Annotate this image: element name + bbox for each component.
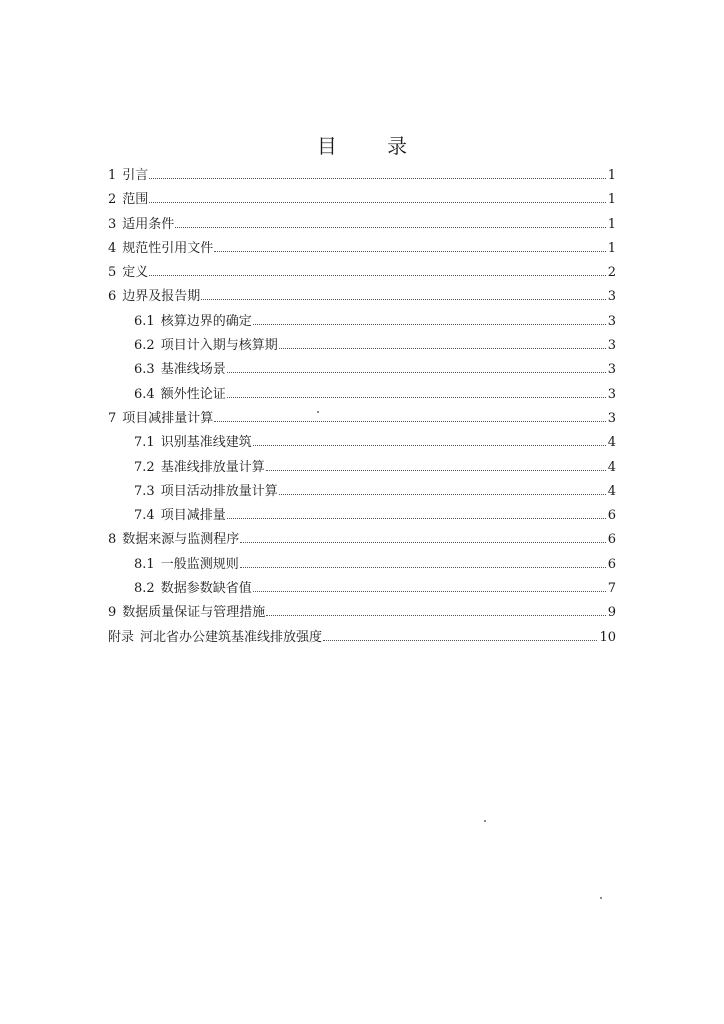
toc-entry-number: 7.4 bbox=[134, 508, 155, 524]
toc-entry bbox=[108, 383, 616, 407]
toc-entry-page: 4 bbox=[607, 435, 616, 451]
dot-leader bbox=[266, 470, 606, 471]
scan-speck bbox=[317, 411, 319, 413]
toc-entry bbox=[108, 626, 616, 650]
toc-entry-page: 7 bbox=[607, 581, 616, 597]
toc-entry-title: 边界及报告期 bbox=[122, 289, 201, 305]
toc-entry-title: 核算边界的确定 bbox=[160, 313, 252, 329]
toc-entry-page: 4 bbox=[607, 459, 616, 475]
dot-leader bbox=[227, 518, 606, 519]
toc-entry-number: 附录 bbox=[108, 629, 135, 645]
scan-speck bbox=[600, 897, 602, 899]
toc-entry-page: 1 bbox=[607, 240, 616, 256]
dot-leader bbox=[214, 421, 605, 422]
toc-entry-number: 8.1 bbox=[134, 556, 155, 572]
toc-entry-page: 3 bbox=[607, 313, 616, 329]
toc-entry bbox=[108, 261, 616, 285]
toc-entry-number: 6.4 bbox=[134, 386, 155, 402]
toc-entry-title: 额外性论证 bbox=[160, 386, 226, 402]
table-of-contents bbox=[108, 164, 616, 650]
toc-entry-title: 引言 bbox=[122, 168, 149, 183]
dot-leader bbox=[214, 251, 605, 252]
toc-entry-page: 3 bbox=[607, 410, 616, 426]
toc-entry-number: 6.1 bbox=[134, 313, 155, 329]
toc-entry bbox=[108, 577, 616, 601]
toc-entry-title: 数据来源与监测程序 bbox=[122, 532, 240, 548]
toc-entry-number: 7.1 bbox=[134, 435, 155, 451]
toc-entry bbox=[108, 237, 616, 261]
toc-entry-number: 8 bbox=[108, 532, 117, 548]
toc-entry bbox=[108, 528, 616, 552]
toc-entry-page: 6 bbox=[607, 508, 616, 524]
toc-entry bbox=[108, 188, 616, 212]
toc-entry bbox=[108, 456, 616, 480]
toc-entry-title: 范围 bbox=[122, 192, 149, 208]
toc-entry-page: 2 bbox=[607, 265, 616, 281]
toc-entry-title: 数据参数缺省值 bbox=[160, 581, 252, 597]
toc-entry-title: 一般监测规则 bbox=[160, 556, 239, 572]
dot-leader bbox=[253, 445, 606, 446]
toc-entry-page: 6 bbox=[607, 532, 616, 548]
toc-entry-number: 7 bbox=[108, 410, 117, 426]
scan-speck bbox=[484, 820, 486, 822]
toc-entry-page: 3 bbox=[607, 338, 616, 354]
dot-leader bbox=[227, 397, 606, 398]
toc-entry bbox=[108, 480, 616, 504]
toc-entry-page: 1 bbox=[607, 192, 616, 208]
toc-entry-title: 河北省办公建筑基准线排放强度 bbox=[140, 629, 323, 645]
toc-entry-number: 6 bbox=[108, 289, 117, 305]
dot-leader bbox=[149, 202, 605, 203]
toc-entry-page: 4 bbox=[607, 483, 616, 499]
toc-entry-title: 项目计入期与核算期 bbox=[160, 338, 278, 354]
toc-entry-number: 3 bbox=[108, 216, 117, 232]
toc-entry-title: 定义 bbox=[122, 265, 149, 281]
dot-leader bbox=[201, 299, 605, 300]
toc-entry-title: 项目活动排放量计算 bbox=[160, 483, 278, 499]
toc-entry-number: 2 bbox=[108, 192, 117, 208]
toc-entry-number: 7.3 bbox=[134, 483, 155, 499]
toc-entry-page: 3 bbox=[607, 386, 616, 402]
toc-entry-number: 4 bbox=[108, 240, 117, 256]
toc-entry-page: 1 bbox=[607, 168, 616, 183]
toc-entry bbox=[108, 334, 616, 358]
toc-entry-title: 数据质量保证与管理措施 bbox=[122, 605, 266, 621]
toc-entry-title: 规范性引用文件 bbox=[122, 240, 214, 256]
toc-entry-number: 5 bbox=[108, 265, 117, 281]
toc-entry bbox=[108, 213, 616, 237]
dot-leader bbox=[149, 275, 605, 276]
dot-leader bbox=[149, 178, 605, 179]
toc-entry-number: 6.3 bbox=[134, 362, 155, 378]
toc-entry-page: 9 bbox=[607, 605, 616, 621]
toc-entry-number: 7.2 bbox=[134, 459, 155, 475]
toc-entry-title: 识别基准线建筑 bbox=[160, 435, 252, 451]
toc-entry-page: 10 bbox=[599, 629, 616, 645]
toc-entry-number: 9 bbox=[108, 605, 117, 621]
toc-entry-page: 3 bbox=[607, 289, 616, 305]
toc-entry bbox=[108, 407, 616, 431]
toc-entry-title: 基准线场景 bbox=[160, 362, 226, 378]
toc-entry-title: 项目减排量计算 bbox=[122, 410, 214, 426]
toc-entry-number: 6.2 bbox=[134, 338, 155, 354]
dot-leader bbox=[240, 542, 605, 543]
toc-entry bbox=[108, 553, 616, 577]
toc-entry bbox=[108, 504, 616, 528]
toc-entry bbox=[108, 431, 616, 455]
toc-entry bbox=[108, 164, 616, 188]
dot-leader bbox=[279, 348, 606, 349]
toc-entry-title: 基准线排放量计算 bbox=[160, 459, 265, 475]
toc-entry bbox=[108, 285, 616, 309]
toc-entry bbox=[108, 358, 616, 382]
toc-entry-title: 适用条件 bbox=[122, 216, 175, 232]
dot-leader bbox=[253, 591, 606, 592]
dot-leader bbox=[240, 567, 606, 568]
toc-entry bbox=[108, 601, 616, 625]
toc-entry bbox=[108, 310, 616, 334]
toc-entry-page: 3 bbox=[607, 362, 616, 378]
dot-leader bbox=[323, 640, 597, 641]
dot-leader bbox=[279, 494, 606, 495]
toc-title: 目 录 bbox=[316, 134, 430, 158]
dot-leader bbox=[227, 372, 606, 373]
dot-leader bbox=[266, 615, 605, 616]
toc-entry-number: 1 bbox=[108, 168, 117, 183]
toc-entry-page: 1 bbox=[607, 216, 616, 232]
toc-entry-page: 6 bbox=[607, 556, 616, 572]
dot-leader bbox=[253, 324, 606, 325]
dot-leader bbox=[175, 227, 605, 228]
toc-entry-number: 8.2 bbox=[134, 581, 155, 597]
toc-entry-title: 项目减排量 bbox=[160, 508, 226, 524]
